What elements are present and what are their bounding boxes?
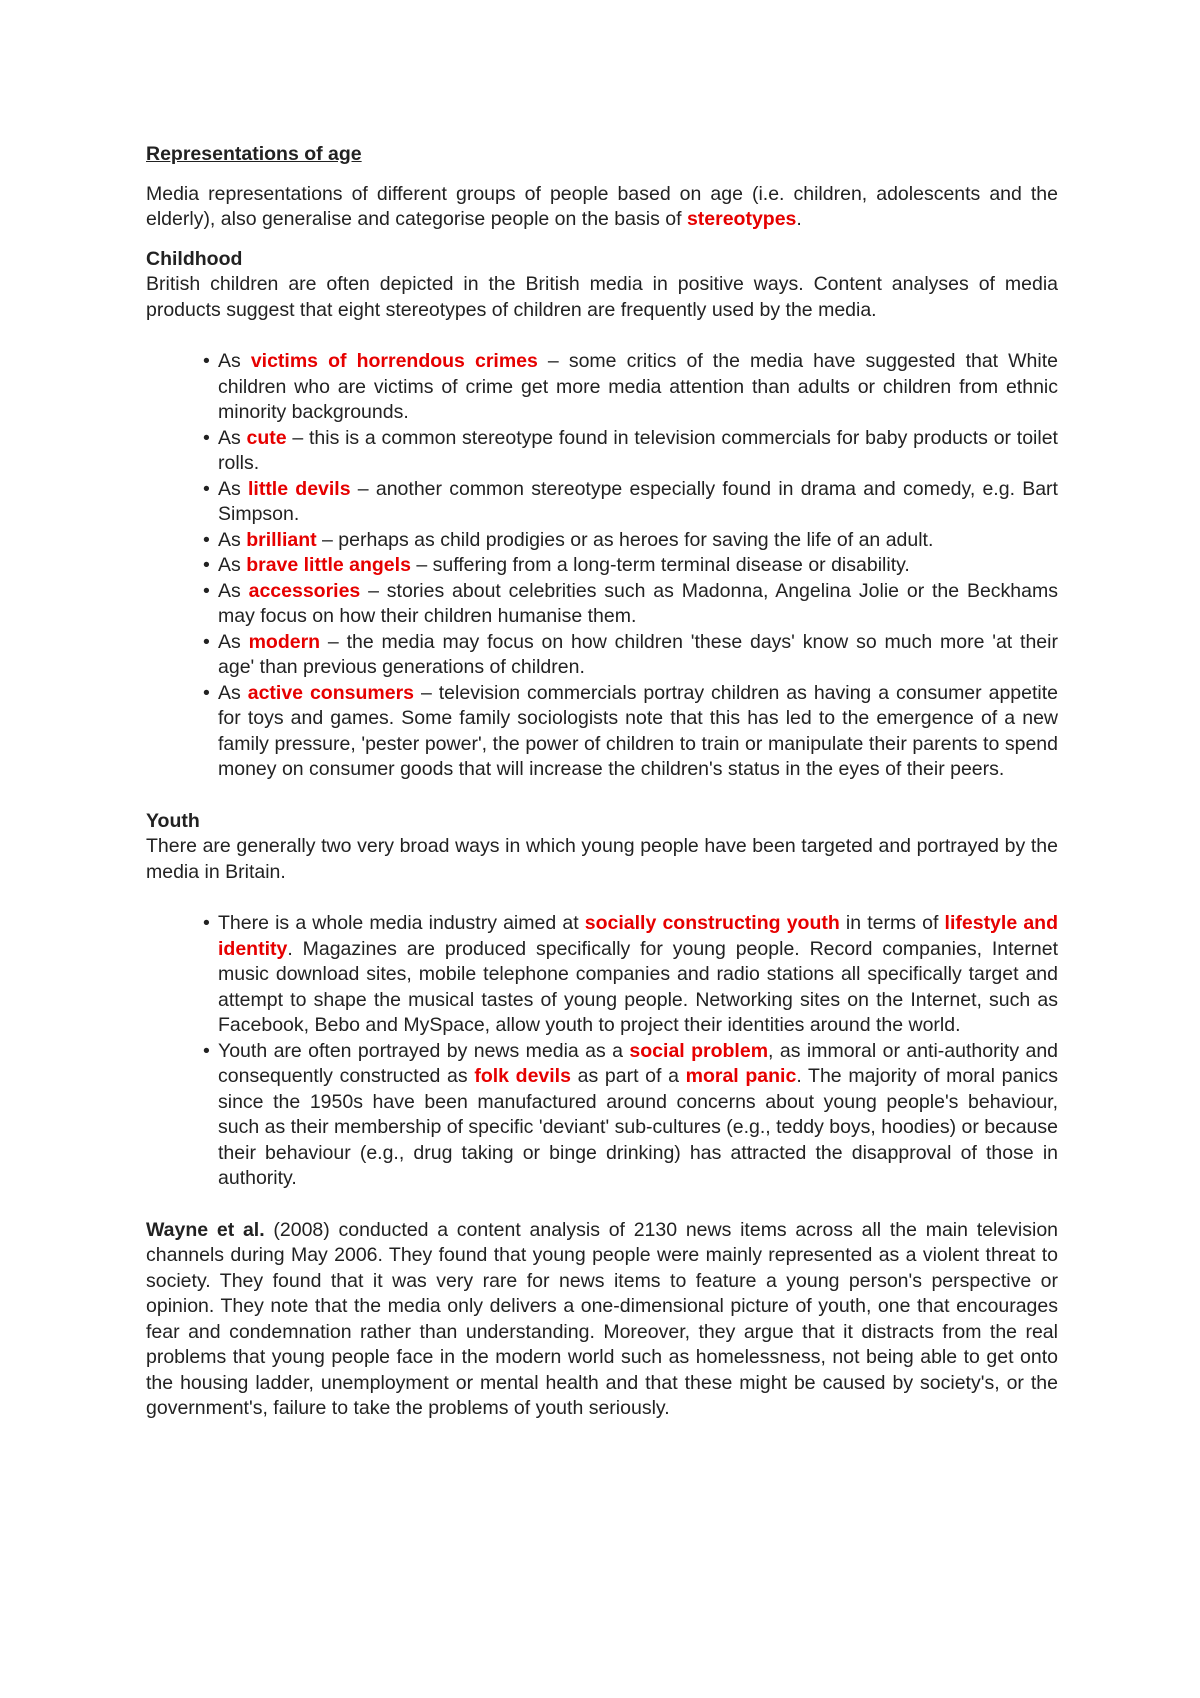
keyword: little devils [247, 477, 351, 500]
bullet-icon: • [203, 350, 210, 372]
intro-end: . [796, 208, 802, 230]
keyword: accessories [248, 579, 361, 602]
document-page [146, 142, 1058, 1422]
keyword: victims of horrendous crimes [250, 350, 538, 372]
intro-text: Media representations of different groups of people based on age (i.e. children, adolescents and the elderly), also generalise and categorise people on the basis of [146, 182, 1058, 230]
list-item: • As cute – this is a common stereotype found in television commercials for baby products or toilet rolls. [203, 426, 1058, 474]
childhood-heading: Childhood [146, 247, 243, 270]
childhood-stereotypes-list [203, 349, 1058, 783]
keyword: socially constructing youth [584, 912, 840, 934]
list-item: • As accessories – stories about celebrities such as Madonna, Angelina Jolie or the Beckhams may focus on how their children humanise them. [203, 579, 1058, 627]
bullet-icon: • [203, 554, 210, 576]
youth-heading: Youth [146, 809, 200, 832]
keyword: modern [248, 630, 321, 653]
keyword: folk devils [474, 1065, 571, 1087]
list-item: • As brilliant – perhaps as child prodigies or as heroes for saving the life of an adult. [203, 528, 1058, 554]
keyword: moral panic [685, 1065, 797, 1087]
bullet-icon: • [203, 912, 210, 934]
wayne-paragraph [146, 1218, 1058, 1422]
author-name: Wayne et al. [146, 1218, 265, 1241]
keyword: social problem [629, 1039, 769, 1062]
bullet-icon: • [203, 579, 210, 602]
list-item: • As active consumers – television commercials portray children as having a consumer appetite for toys and games. Some family sociologists note that this has led to the emergence of a new family pressure, 'pester power', the power of children to train or manipulate their parents to spend money on consumer goods that will increase the children's status in the eyes of their peers. [203, 681, 1058, 780]
intro-paragraph [146, 182, 1058, 233]
bullet-icon: • [203, 426, 210, 449]
wayne-text: (2008) conducted a content analysis of 2130 news items across all the main television channels during May 2006. They found that young people were mainly represented as a violent threat to society. They found that it was very rare for news items to feature a young person's perspective or opinion. They note that the media only delivers a one-dimensional picture of youth, one that encourages fear and condemnation rather than understanding. Moreover, they argue that it distracts from the real problems that young people face in the modern world such as homelessness, not being able to get onto the housing ladder, unemployment or mental health and that these might be caused by society's, or the government's, failure to take the problems of youth seriously. [146, 1218, 1059, 1419]
bullet-icon: • [203, 1039, 210, 1062]
list-item: • As modern – the media may focus on how children 'these days' know so much more 'at their age' than previous generations of children. [203, 630, 1058, 678]
youth-paragraph: There are generally two very broad ways in which young people have been targeted and portrayed by the media in Britain. [146, 835, 1058, 883]
bullet-icon: • [203, 630, 210, 653]
section-childhood [146, 247, 1058, 783]
list-item: • As little devils – another common stereotype especially found in drama and comedy, e.g. Bart Simpson. [203, 477, 1058, 525]
keyword: cute [246, 426, 287, 449]
list-item: • As brave little angels – suffering from a long-term terminal disease or disability. [203, 553, 1058, 579]
keyword: active consumers [247, 681, 415, 704]
bullet-icon: • [203, 681, 210, 704]
page-title: Representations of age [146, 143, 362, 165]
bullet-icon: • [203, 477, 210, 500]
youth-portrayal-list [203, 911, 1058, 1192]
keyword-stereotypes: stereotypes [686, 208, 797, 230]
keyword: brilliant [246, 528, 317, 551]
childhood-paragraph: British children are often depicted in the British media in positive ways. Content analyses of media products suggest that eight stereotypes of children are frequently used by the media. [146, 273, 1058, 321]
list-item: • As victims of horrendous crimes – some critics of the media have suggested that White children who are victims of crime get more media attention than adults or children from ethnic minority backgrounds. [203, 350, 1058, 423]
bullet-icon: • [203, 528, 210, 551]
keyword: lifestyle and identity [218, 912, 1058, 960]
section-youth [146, 809, 1058, 1192]
list-item: • Youth are often portrayed by news media as a social problem, as immoral or anti-authority and consequently constructed as folk devils as part of a moral panic. The majority of moral panics since the 1950s have been manufactured around concerns about young people's behaviour, such as their membership of specific 'deviant' sub-cultures (e.g., teddy boys, hoodies) or because their behaviour (e.g., drug taking or binge drinking) has attracted the disapproval of those in authority. [203, 1039, 1059, 1189]
keyword: brave little angels [246, 554, 411, 576]
list-item: • There is a whole media industry aimed at socially constructing youth in terms of lifestyle and identity. Magazines are produced specifically for young people. Record companies, Internet music download sites, mobile telephone companies and radio stations all specifically target and attempt to shape the musical tastes of young people. Networking sites on the Internet, such as Facebook, Bebo and MySpace, allow youth to project their identities around the world. [203, 912, 1058, 1036]
